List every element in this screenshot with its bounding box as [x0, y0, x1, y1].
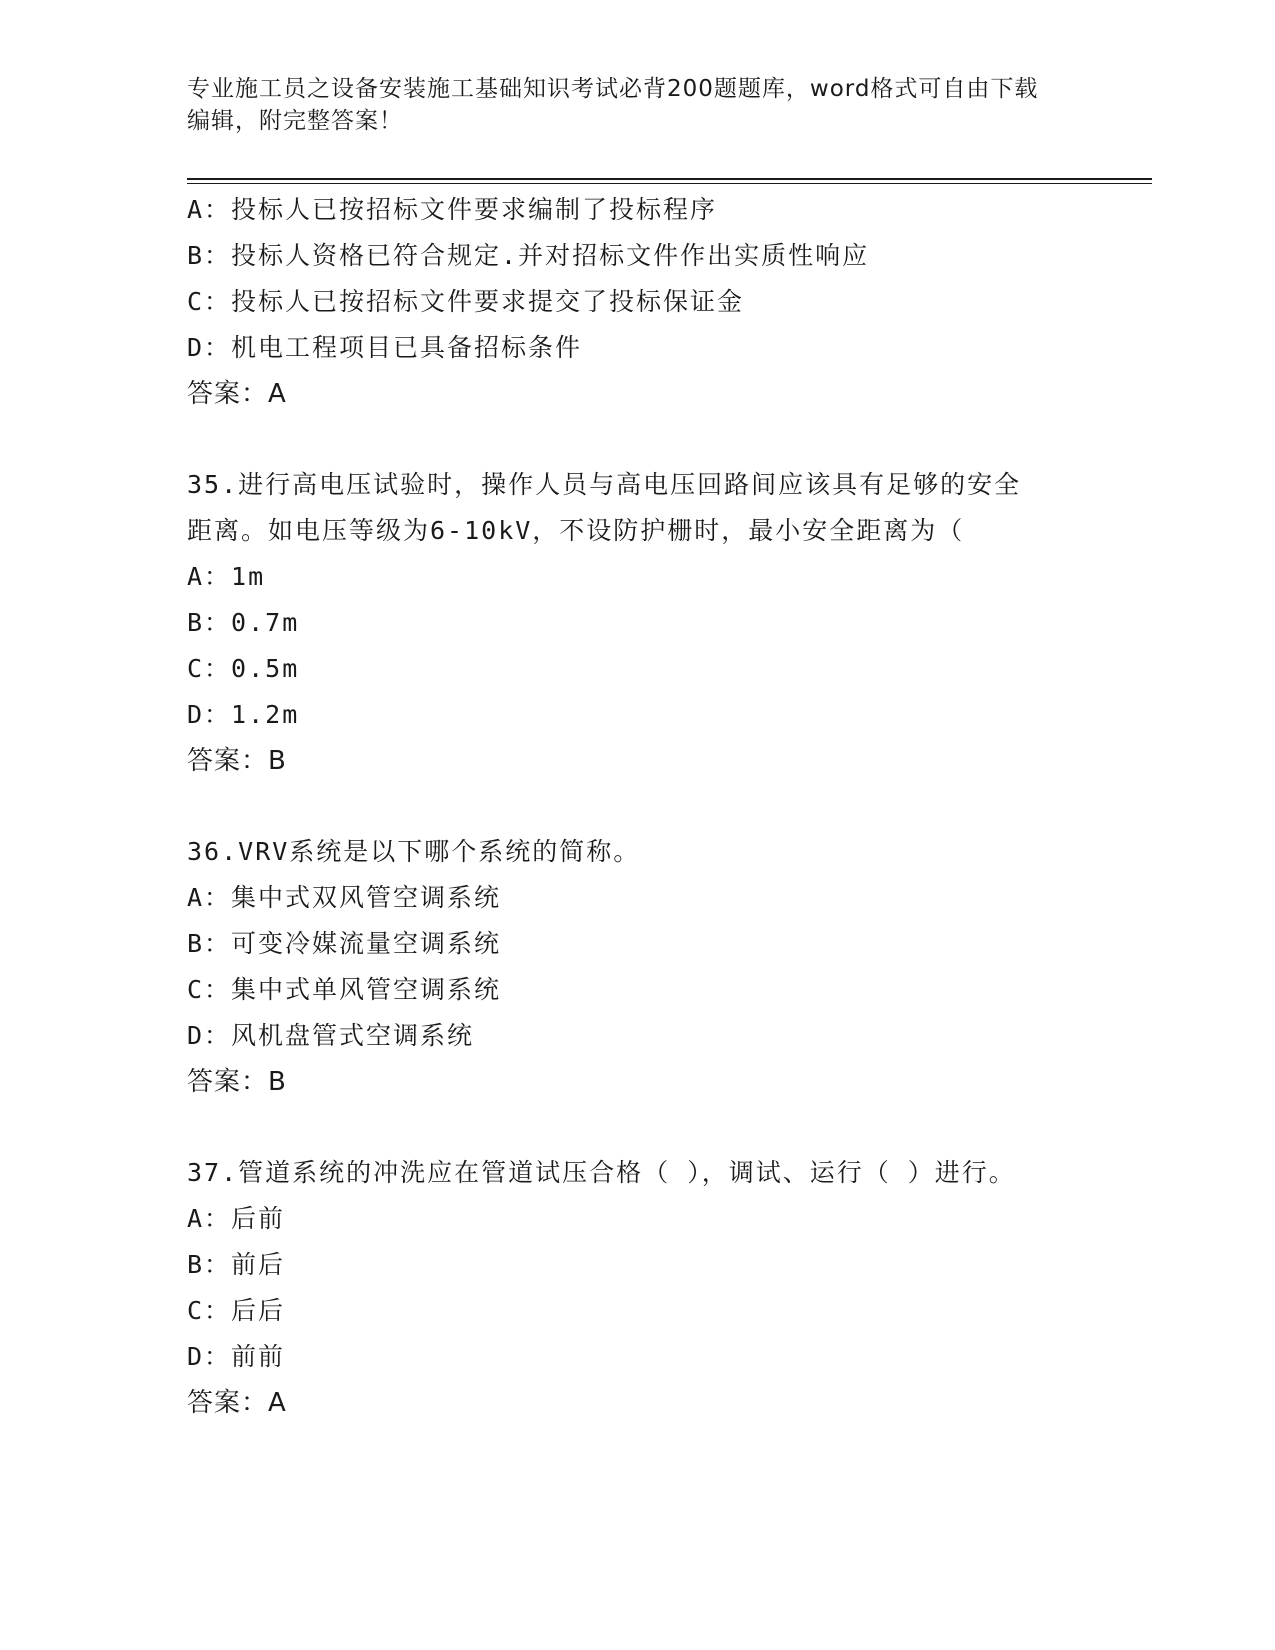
option-b: B：可变冷媒流量空调系统 — [187, 929, 502, 958]
option-b: B：0.7m — [187, 608, 300, 637]
question-block-37 — [187, 1150, 1087, 1426]
option-b: B：投标人资格已符合规定.并对招标文件作出实质性响应 — [187, 241, 870, 270]
document-header — [187, 73, 1087, 137]
option-d: D：机电工程项目已具备招标条件 — [187, 333, 583, 362]
question-text-line2: 距离。如电压等级为6-10kV，不设防护栅时，最小安全距离为（ — [187, 516, 965, 545]
option-b: B：前后 — [187, 1250, 286, 1279]
option-d: D：风机盘管式空调系统 — [187, 1021, 475, 1050]
option-d: D：前前 — [187, 1342, 286, 1371]
option-d: D：1.2m — [187, 700, 300, 729]
header-title-line1: 专业施工员之设备安装施工基础知识考试必背200题题库，word格式可自由下载 — [187, 76, 1039, 102]
question-list — [187, 187, 1087, 1426]
question-block-35 — [187, 462, 1087, 784]
option-c: C：投标人已按招标文件要求提交了投标保证金 — [187, 287, 745, 316]
answer-line: 答案：A — [187, 379, 287, 409]
question-text: 36.VRV系统是以下哪个系统的简称。 — [187, 837, 641, 866]
answer-line: 答案：A — [187, 1388, 287, 1418]
answer-line: 答案：B — [187, 746, 287, 776]
header-divider-thick — [187, 178, 1152, 180]
question-block-36 — [187, 829, 1087, 1105]
question-text-line1: 35.进行高电压试验时，操作人员与高电压回路间应该具有足够的安全 — [187, 470, 1022, 499]
option-a: A：集中式双风管空调系统 — [187, 883, 502, 912]
question-text: 37.管道系统的冲洗应在管道试压合格（ ），调试、运行（ ）进行。 — [187, 1158, 1016, 1187]
option-c: C：集中式单风管空调系统 — [187, 975, 502, 1004]
option-c: C：0.5m — [187, 654, 300, 683]
header-title-line2: 编辑，附完整答案！ — [187, 108, 403, 134]
option-c: C：后后 — [187, 1296, 286, 1325]
header-divider-thin — [187, 183, 1152, 184]
option-a: A：投标人已按招标文件要求编制了投标程序 — [187, 195, 718, 224]
option-a: A：1m — [187, 562, 266, 591]
question-block-34 — [187, 187, 1087, 417]
option-a: A：后前 — [187, 1204, 286, 1233]
answer-line: 答案：B — [187, 1067, 287, 1097]
